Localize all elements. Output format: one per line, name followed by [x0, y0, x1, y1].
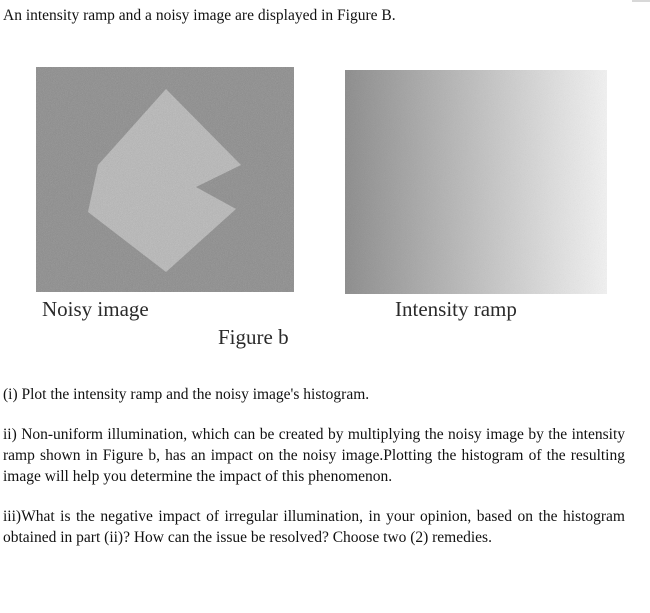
- intensity-ramp-image: [345, 70, 607, 294]
- question-2: ii) Non-uniform illumination, which can be created by multiplying the noisy image by the intensity ramp shown in Figure b, has an impact on the noisy image.Plotting the histogram of the resulting image will help you determine the impact of this phenomenon.: [3, 426, 625, 485]
- ramp-noise-overlay: [345, 70, 607, 294]
- intensity-ramp-graphic: [345, 70, 607, 294]
- question-3: iii)What is the negative impact of irregular illumination, in your opinion, based on the histogram obtained in part (ii)? How can the issue be resolved? Choose two (2) remedies.: [3, 508, 625, 546]
- corner-mark: [632, 0, 650, 2]
- noisy-image-label: Noisy image: [42, 297, 149, 321]
- noisy-image-graphic: [36, 67, 294, 292]
- intensity-ramp-label: Intensity ramp: [395, 297, 517, 321]
- question-1: (i) Plot the intensity ramp and the noisy image's histogram.: [3, 386, 370, 403]
- figure-caption: Figure b: [218, 325, 289, 349]
- question-list: [3, 384, 625, 567]
- intro-text: An intensity ramp and a noisy image are displayed in Figure B.: [3, 7, 396, 24]
- noisy-image: [36, 67, 294, 292]
- noise-overlay: [36, 67, 294, 292]
